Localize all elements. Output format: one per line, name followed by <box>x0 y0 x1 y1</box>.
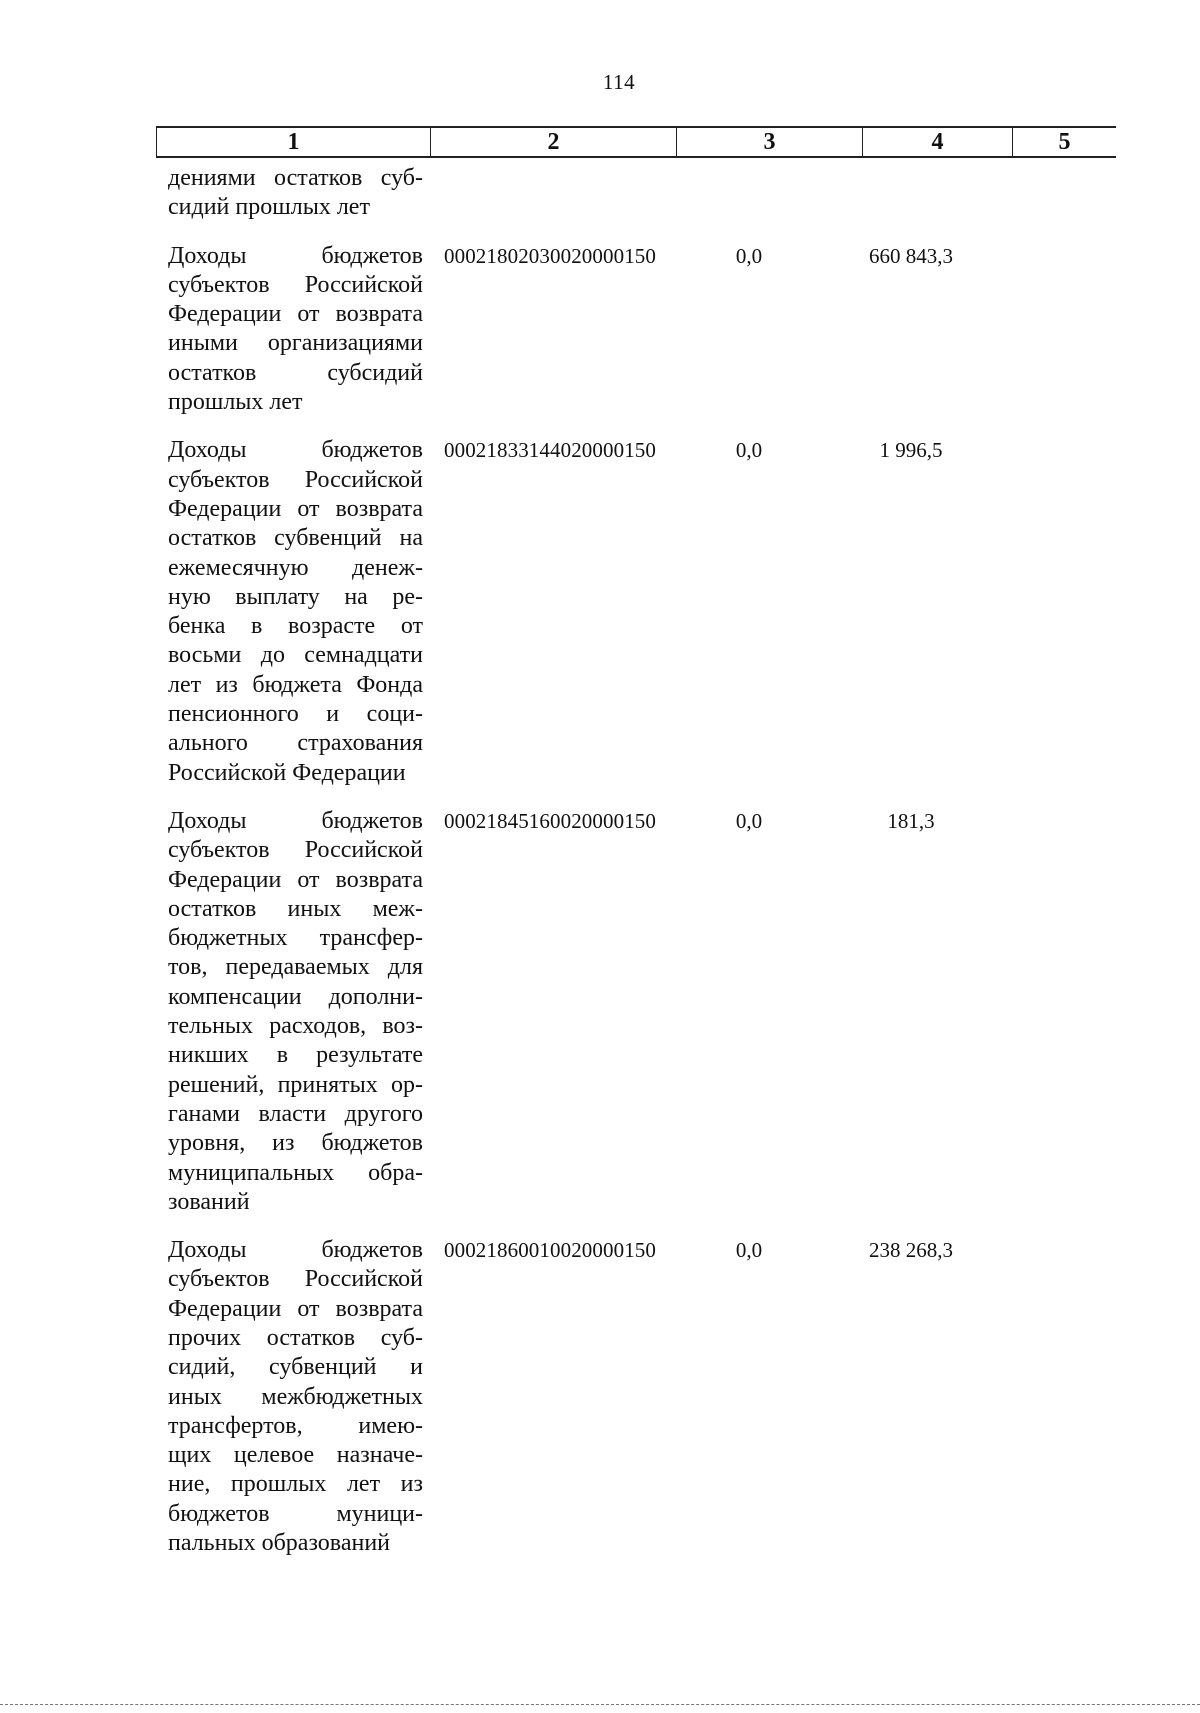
row-description <box>168 242 423 418</box>
row-description <box>168 436 423 788</box>
description-line: бенка в возрасте от <box>168 613 423 640</box>
description-line: щих целевое назначе- <box>168 1442 423 1469</box>
description-line: субъектов Российской <box>168 837 423 864</box>
table-row <box>168 164 1116 223</box>
row-code: 00021802030020000150 <box>444 243 656 268</box>
description-line: бюджетных трансфер- <box>168 925 423 952</box>
description-line: сидий прошлых лет <box>168 194 370 221</box>
row-code: 00021833144020000150 <box>444 438 656 463</box>
page-bottom-edge <box>0 1704 1200 1705</box>
table-row <box>168 436 1116 788</box>
description-line: ежемесячную денеж- <box>168 554 423 581</box>
table-row <box>168 242 1116 418</box>
description-line: зований <box>168 1188 250 1215</box>
description-line: Федерации от возврата <box>168 495 423 522</box>
description-line: ние, прошлых лет из <box>168 1471 423 1498</box>
row-col3-value: 0,0 <box>735 808 763 833</box>
description-line: иных межбюджетных <box>168 1383 423 1410</box>
row-col4-value: 660 843,3 <box>869 243 953 268</box>
description-line: лет из бюджета Фонда <box>168 671 423 698</box>
description-line: Доходы бюджетов <box>168 807 423 834</box>
description-line: субъектов Российской <box>168 271 423 298</box>
row-col4-value: 181,3 <box>887 808 935 833</box>
description-line: субъектов Российской <box>168 466 423 493</box>
description-line: субъектов Российской <box>168 1266 423 1293</box>
description-line: сидий, субвенций и <box>168 1354 423 1381</box>
description-line: прошлых лет <box>168 389 303 416</box>
description-line: тельных расходов, воз- <box>168 1013 423 1040</box>
row-col3-value: 0,0 <box>735 1238 763 1263</box>
table-row <box>168 1236 1116 1558</box>
description-line: остатков иных меж- <box>168 895 423 922</box>
description-line: Доходы бюджетов <box>168 242 423 269</box>
row-col3-value: 0,0 <box>735 438 763 463</box>
row-code: 00021860010020000150 <box>444 1238 656 1263</box>
description-line: решений, принятых ор- <box>168 1071 423 1098</box>
description-line: пальных образований <box>168 1530 390 1557</box>
row-description <box>168 164 423 223</box>
table-row <box>168 807 1116 1217</box>
header-col-2: 2 <box>430 128 676 156</box>
description-line: ную выплату на ре- <box>168 583 423 610</box>
header-col-3: 3 <box>676 128 862 156</box>
header-col-1: 1 <box>156 128 430 156</box>
description-line: уровня, из бюджетов <box>168 1130 423 1157</box>
description-line: пенсионного и соци- <box>168 701 423 728</box>
description-line: трансфертов, имею- <box>168 1412 423 1439</box>
description-line: Доходы бюджетов <box>168 437 423 464</box>
row-description <box>168 807 423 1217</box>
row-col3-value: 0,0 <box>735 243 763 268</box>
description-line: тов, передаваемых для <box>168 954 423 981</box>
table-header <box>156 126 1116 158</box>
description-line: прочих остатков суб- <box>168 1324 423 1351</box>
description-line: Доходы бюджетов <box>168 1237 423 1264</box>
description-line: ального страхования <box>168 730 423 757</box>
header-col-4: 4 <box>862 128 1012 156</box>
description-line: остатков субсидий <box>168 359 423 386</box>
row-description <box>168 1236 423 1558</box>
description-line: остатков субвенций на <box>168 525 423 552</box>
description-line: никших в результате <box>168 1042 423 1069</box>
row-code: 00021845160020000150 <box>444 808 656 833</box>
description-line: дениями остатков суб- <box>168 165 423 191</box>
description-line: Федерации от возврата <box>168 1295 423 1322</box>
description-line: иными организациями <box>168 330 423 357</box>
table-body <box>168 164 1116 1577</box>
description-line: бюджетов муници- <box>168 1500 423 1527</box>
description-line: муниципальных обра- <box>168 1159 423 1186</box>
description-line: Федерации от возврата <box>168 301 423 328</box>
description-line: восьми до семнадцати <box>168 642 423 669</box>
row-col4-value: 238 268,3 <box>869 1238 953 1263</box>
row-col4-value: 1 996,5 <box>879 438 943 463</box>
description-line: компенсации дополни- <box>168 983 423 1010</box>
description-line: Федерации от возврата <box>168 866 423 893</box>
description-line: Российской Федерации <box>168 759 406 786</box>
description-line: ганами власти другого <box>168 1100 423 1127</box>
page-number: 114 <box>602 70 636 94</box>
header-col-5: 5 <box>1012 128 1116 156</box>
